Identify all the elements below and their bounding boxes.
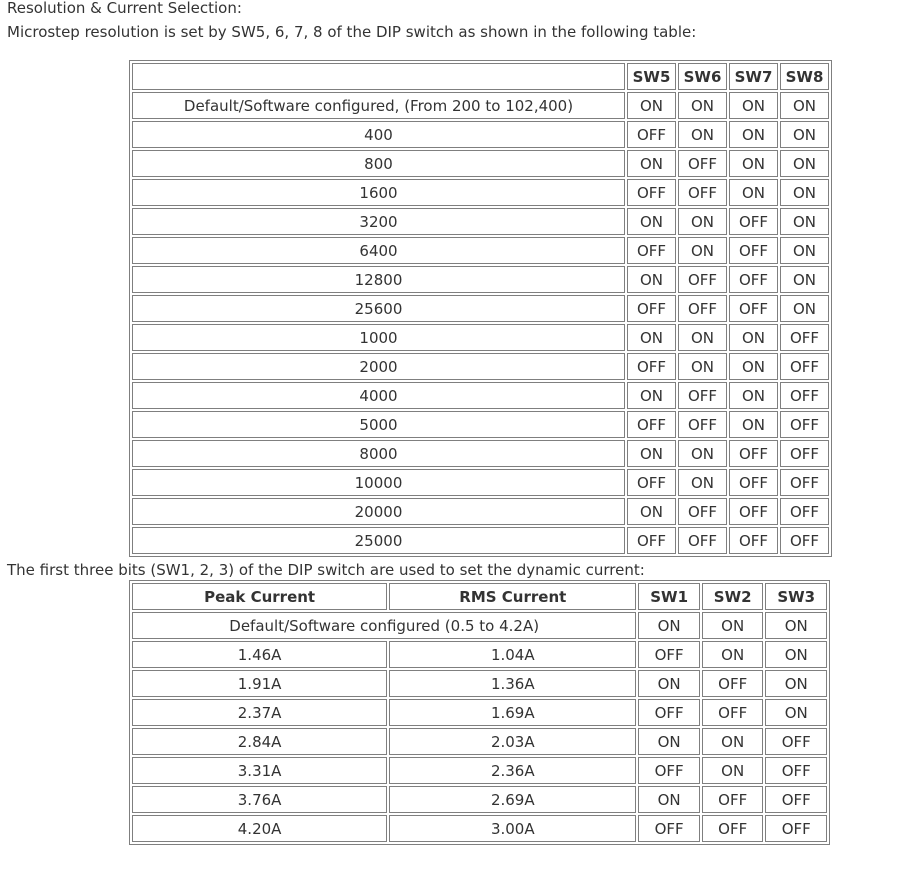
table-cell: ON (765, 612, 827, 639)
table-cell: 2.84A (132, 728, 387, 755)
table-cell: Default/Software configured (0.5 to 4.2A) (132, 612, 636, 639)
table-cell: OFF (627, 353, 676, 380)
table-header-cell: SW5 (627, 63, 676, 90)
table-row (132, 699, 827, 726)
table-cell: 6400 (132, 237, 625, 264)
current-table (129, 580, 830, 845)
table-cell: OFF (780, 527, 829, 554)
resolution-table-header (132, 63, 829, 90)
table-row (132, 324, 829, 351)
table-cell: OFF (702, 670, 764, 697)
table-cell: OFF (627, 179, 676, 206)
table-cell: ON (765, 641, 827, 668)
table-cell: 400 (132, 121, 625, 148)
table-cell: 2.03A (389, 728, 636, 755)
table-cell: OFF (638, 757, 700, 784)
table-cell: 4000 (132, 382, 625, 409)
table-cell: 25600 (132, 295, 625, 322)
table-cell: 1.69A (389, 699, 636, 726)
table-cell: ON (780, 237, 829, 264)
table-cell: 2.69A (389, 786, 636, 813)
table-cell: OFF (765, 757, 827, 784)
table-cell: 8000 (132, 440, 625, 467)
table-cell: OFF (678, 411, 727, 438)
table-cell: OFF (729, 498, 778, 525)
table-cell: OFF (678, 498, 727, 525)
table-header-cell: SW8 (780, 63, 829, 90)
table-row (132, 498, 829, 525)
table-header-cell: SW6 (678, 63, 727, 90)
table-row (132, 670, 827, 697)
table-cell: ON (638, 786, 700, 813)
table-row (132, 266, 829, 293)
table-cell: ON (627, 498, 676, 525)
table-cell: 20000 (132, 498, 625, 525)
table-row (132, 179, 829, 206)
table-cell: ON (780, 121, 829, 148)
table-cell: OFF (678, 382, 727, 409)
table-cell: Default/Software configured, (From 200 to 102,400) (132, 92, 625, 119)
table-cell: ON (627, 92, 676, 119)
table-cell: 800 (132, 150, 625, 177)
table-cell: ON (729, 92, 778, 119)
table-cell: ON (678, 208, 727, 235)
table-row (132, 728, 827, 755)
table-cell: OFF (638, 641, 700, 668)
table-cell: ON (765, 699, 827, 726)
table-cell: OFF (702, 786, 764, 813)
table-cell: OFF (627, 237, 676, 264)
table-cell: ON (678, 121, 727, 148)
table-cell: ON (678, 469, 727, 496)
table-row (132, 815, 827, 842)
table-cell: ON (729, 353, 778, 380)
table-cell: OFF (729, 208, 778, 235)
table-cell: ON (780, 266, 829, 293)
table-cell: ON (780, 208, 829, 235)
table-cell: 1.46A (132, 641, 387, 668)
table-header-cell (132, 63, 625, 90)
table-cell: OFF (729, 266, 778, 293)
table-cell: OFF (780, 353, 829, 380)
table-cell: ON (638, 728, 700, 755)
table-cell: OFF (678, 527, 727, 554)
table-cell: OFF (627, 295, 676, 322)
resolution-intro-text: Microstep resolution is set by SW5, 6, 7, 8 of the DIP switch as shown in the following table: (7, 23, 697, 41)
table-cell: ON (627, 324, 676, 351)
table-cell: OFF (780, 411, 829, 438)
table-cell: 2.37A (132, 699, 387, 726)
section-heading: Resolution & Current Selection: (7, 0, 242, 17)
table-cell: OFF (729, 469, 778, 496)
table-row (132, 612, 827, 639)
table-row (132, 92, 829, 119)
table-cell: 2.36A (389, 757, 636, 784)
table-cell: OFF (678, 295, 727, 322)
resolution-table (129, 60, 832, 557)
table-row (132, 150, 829, 177)
table-cell: OFF (780, 440, 829, 467)
table-cell: ON (780, 150, 829, 177)
table-cell: ON (729, 411, 778, 438)
table-cell: ON (678, 440, 727, 467)
table-cell: OFF (627, 469, 676, 496)
table-cell: OFF (638, 699, 700, 726)
table-cell: OFF (702, 699, 764, 726)
table-cell: 1600 (132, 179, 625, 206)
table-cell: OFF (780, 469, 829, 496)
table-cell: OFF (678, 179, 727, 206)
table-cell: 3.00A (389, 815, 636, 842)
table-cell: ON (780, 92, 829, 119)
table-cell: ON (729, 150, 778, 177)
table-cell: OFF (678, 150, 727, 177)
table-cell: 1000 (132, 324, 625, 351)
table-cell: OFF (638, 815, 700, 842)
table-cell: ON (678, 237, 727, 264)
table-cell: ON (627, 266, 676, 293)
table-row (132, 353, 829, 380)
table-cell: ON (627, 440, 676, 467)
table-cell: 3.76A (132, 786, 387, 813)
table-cell: 12800 (132, 266, 625, 293)
table-cell: OFF (627, 121, 676, 148)
table-cell: 3200 (132, 208, 625, 235)
table-cell: ON (627, 208, 676, 235)
table-header-cell: RMS Current (389, 583, 636, 610)
table-cell: ON (729, 179, 778, 206)
table-header-cell: SW7 (729, 63, 778, 90)
table-cell: OFF (627, 411, 676, 438)
table-cell: ON (729, 324, 778, 351)
table-cell: OFF (765, 815, 827, 842)
current-table-header (132, 583, 827, 610)
table-cell: ON (765, 670, 827, 697)
table-cell: ON (780, 295, 829, 322)
table-cell: ON (638, 612, 700, 639)
table-cell: OFF (702, 815, 764, 842)
table-cell: ON (627, 382, 676, 409)
table-cell: ON (678, 353, 727, 380)
table-cell: ON (702, 641, 764, 668)
table-row (132, 382, 829, 409)
table-cell: 25000 (132, 527, 625, 554)
table-cell: ON (729, 121, 778, 148)
table-header-cell: SW1 (638, 583, 700, 610)
table-cell: ON (702, 757, 764, 784)
table-cell: ON (729, 382, 778, 409)
table-cell: ON (678, 92, 727, 119)
table-header-cell: SW3 (765, 583, 827, 610)
table-cell: OFF (729, 527, 778, 554)
table-header-cell: Peak Current (132, 583, 387, 610)
table-cell: ON (638, 670, 700, 697)
table-cell: OFF (765, 786, 827, 813)
table-cell: OFF (780, 498, 829, 525)
table-cell: OFF (780, 382, 829, 409)
table-cell: 10000 (132, 469, 625, 496)
table-row (132, 527, 829, 554)
table-cell: 1.91A (132, 670, 387, 697)
table-row (132, 757, 827, 784)
table-row (132, 237, 829, 264)
table-cell: 5000 (132, 411, 625, 438)
table-cell: 1.36A (389, 670, 636, 697)
table-cell: ON (702, 612, 764, 639)
table-cell: 3.31A (132, 757, 387, 784)
table-row (132, 295, 829, 322)
table-cell: ON (780, 179, 829, 206)
table-header-cell: SW2 (702, 583, 764, 610)
table-cell: OFF (780, 324, 829, 351)
current-intro-text: The first three bits (SW1, 2, 3) of the DIP switch are used to set the dynamic current: (7, 561, 645, 579)
table-cell: OFF (729, 295, 778, 322)
table-cell: ON (627, 150, 676, 177)
table-row (132, 440, 829, 467)
table-cell: OFF (678, 266, 727, 293)
table-cell: OFF (765, 728, 827, 755)
table-row (132, 121, 829, 148)
table-row (132, 786, 827, 813)
table-cell: OFF (627, 527, 676, 554)
table-cell: 1.04A (389, 641, 636, 668)
table-cell: 2000 (132, 353, 625, 380)
table-cell: ON (702, 728, 764, 755)
table-cell: OFF (729, 440, 778, 467)
table-cell: 4.20A (132, 815, 387, 842)
table-row (132, 208, 829, 235)
table-row (132, 469, 829, 496)
table-cell: OFF (729, 237, 778, 264)
table-row (132, 411, 829, 438)
table-cell: ON (678, 324, 727, 351)
table-row (132, 641, 827, 668)
